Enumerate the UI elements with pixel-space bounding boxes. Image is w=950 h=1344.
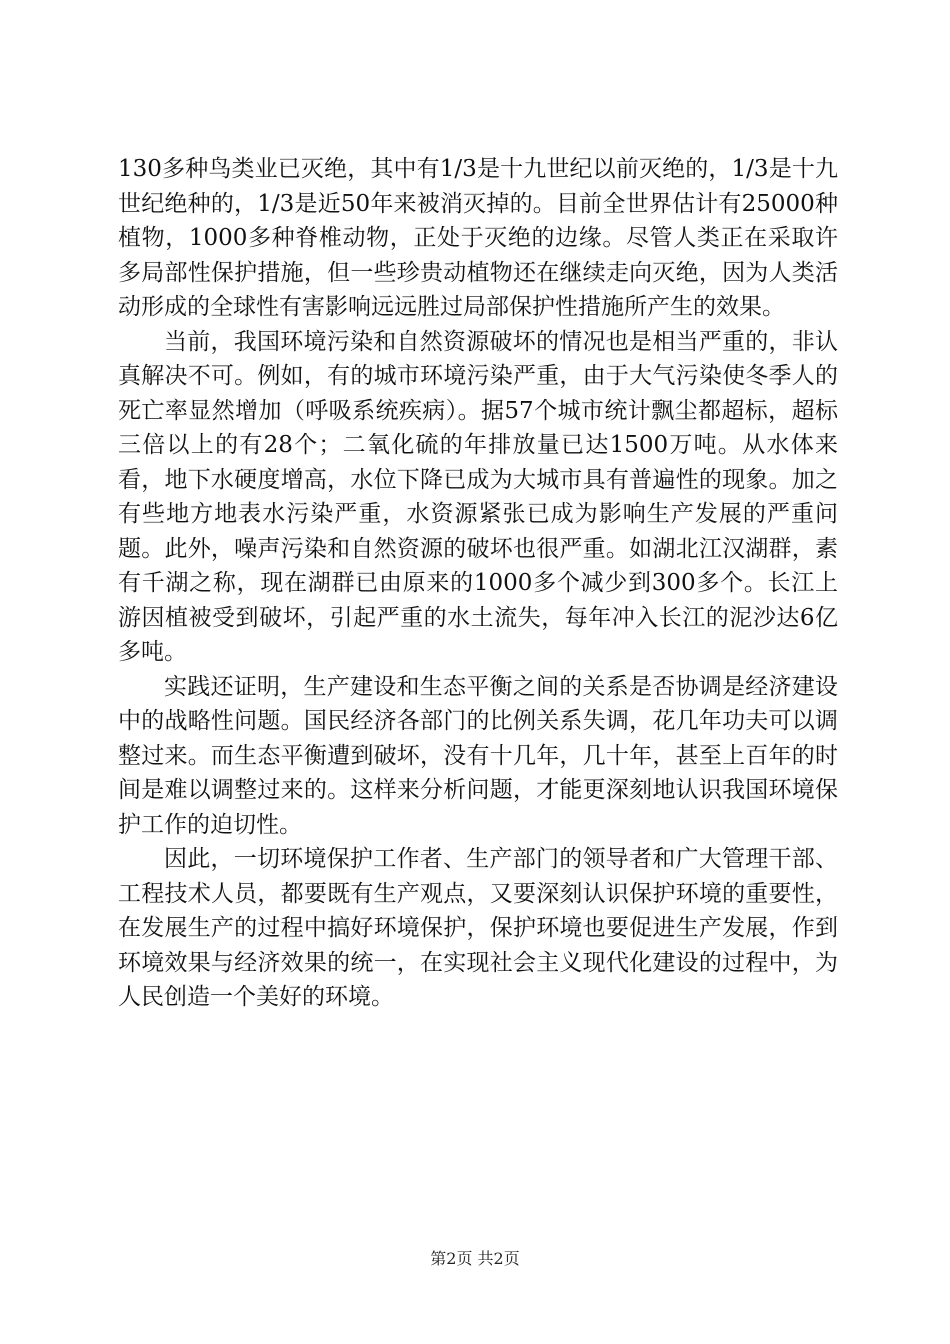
paragraph-continuation: 130多种鸟类业已灭绝，其中有1/3是十九世纪以前灭绝的，1/3是十九世纪绝种的，1/3是近50年来被消灭掉的。目前全世界估计有25000种植物，1000多种脊椎动物，正处于灭绝的边缘。尽管人类正在采取许多局部性保护措施，但一些珍贵动植物还在继续走向灭绝，因为人类活动形成的全球性有害影响远远胜过局部保护性措施所产生的效果。 xyxy=(118,156,838,320)
page-number-footer: 第2页 共2页 xyxy=(430,1249,520,1268)
paragraph-pollution: 当前，我国环境污染和自然资源破坏的情况也是相当严重的，非认真解决不可。例如，有的城市环境污染严重，由于大气污染使冬季人的死亡率显然增加（呼吸系统疾病）。据57个城市统计飘尘都超标，超标三倍以上的有28个；二氧化硫的年排放量已达1500万吨。从水体来看，地下水硬度增高，水位下降已成为大城市具有普遍性的现象。加之有些地方地表水污染严重，水资源紧张已成为影响生产发展的严重问题。此外，噪声污染和自然资源的破坏也很严重。如湖北江汉湖群，素有千湖之称，现在湖群已由原来的1000多个减少到300多个。长江上游因植被受到破坏，引起严重的水土流失，每年冲入长江的泥沙达6亿多吨。 xyxy=(118,328,838,665)
document-body xyxy=(118,152,838,1015)
paragraph-ecological-balance: 实践还证明，生产建设和生态平衡之间的关系是否协调是经济建设中的战略性问题。国民经济各部门的比例关系失调，花几年功夫可以调整过来。而生态平衡遭到破坏，没有十几年，几十年，甚至上百年的时间是难以调整过来的。这样来分析问题，才能更深刻地认识我国环境保护工作的迫切性。 xyxy=(118,673,838,838)
paragraph-conclusion: 因此，一切环境保护工作者、生产部门的领导者和广大管理干部、工程技术人员，都要既有生产观点，又要深刻认识保护环境的重要性，在发展生产的过程中搞好环境保护，保护环境也要促进生产发展，作到环境效果与经济效果的统一，在实现社会主义现代化建设的过程中，为人民创造一个美好的环境。 xyxy=(118,846,838,1010)
